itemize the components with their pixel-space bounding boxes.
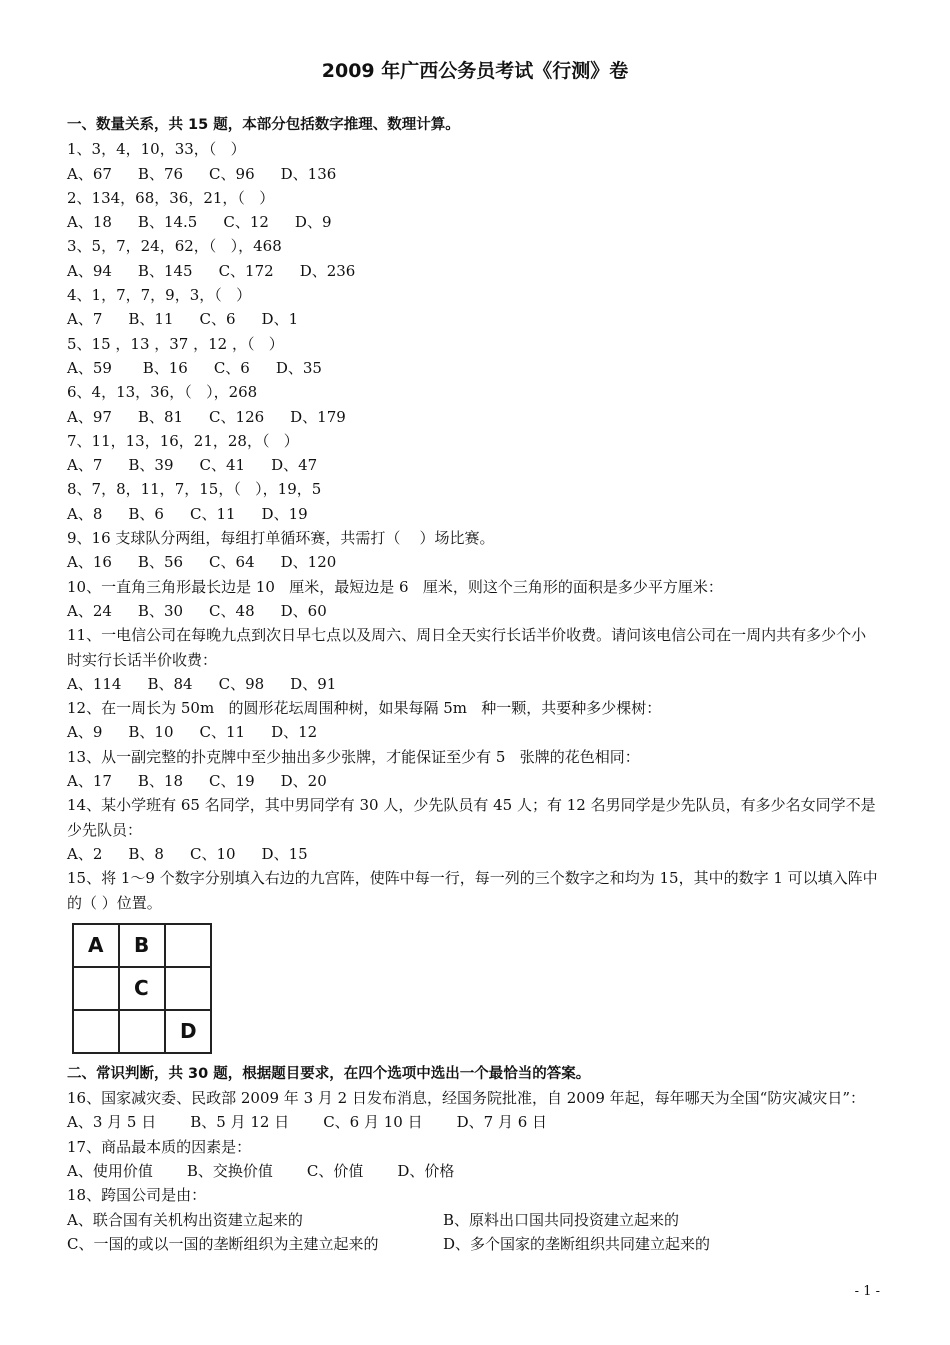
options-2 xyxy=(67,210,879,234)
option: B、81 xyxy=(137,407,184,426)
options-14 xyxy=(67,842,879,866)
nine-square-grid xyxy=(72,923,212,1054)
option: A、8 xyxy=(67,504,103,523)
options-7 xyxy=(67,453,879,477)
exam-content xyxy=(67,113,879,1256)
options-11 xyxy=(67,672,879,696)
grid-cell xyxy=(73,1010,119,1053)
option: D、15 xyxy=(261,844,308,863)
option: B、39 xyxy=(128,456,174,475)
options-3 xyxy=(67,259,879,283)
option: C、19 xyxy=(209,772,255,791)
grid-cell: B xyxy=(119,924,165,967)
option: C、126 xyxy=(209,407,265,426)
question-9: 9、16 支球队分两组，每组打单循环赛，共需打（ ）场比赛。 xyxy=(67,529,495,548)
option: A、17 xyxy=(67,772,112,791)
option: C、96 xyxy=(209,164,255,183)
question-8: 8、7，8，11，7，15，（ ），19，5 xyxy=(67,480,322,499)
option: B、10 xyxy=(128,723,174,742)
grid-cell xyxy=(119,1010,165,1053)
options-6 xyxy=(67,405,879,429)
option: B、76 xyxy=(137,164,184,183)
option: A、59 xyxy=(67,358,117,377)
option: A、2 xyxy=(67,844,103,863)
option: C、6 xyxy=(199,310,236,329)
option: B、8 xyxy=(128,844,164,863)
question-17: 17、商品最本质的因素是： xyxy=(67,1137,252,1156)
question-14: 14、某小学班有 65 名同学，其中男同学有 30 人，少先队员有 45 人；有 12 名男同学是少先队员，有多少名女同学不是少先队员： xyxy=(67,796,876,839)
option: A、24 xyxy=(67,601,112,620)
option: A、3 月 5 日 xyxy=(67,1113,157,1132)
question-6: 6、4，13，36，（ ），268 xyxy=(67,383,258,402)
option: C、6 月 10 日 xyxy=(323,1113,423,1132)
grid-cell: A xyxy=(73,924,119,967)
option: D、47 xyxy=(271,456,318,475)
option: C、48 xyxy=(209,601,255,620)
options-9 xyxy=(67,550,879,574)
options-10 xyxy=(67,599,879,623)
option: D、236 xyxy=(299,261,356,280)
question-15: 15、将 1～9 个数字分别填入右边的九宫阵，使阵中每一行，每一列的三个数字之和均为 15，其中的数字 1 可以填入阵中的（ ）位置。 xyxy=(67,869,878,912)
option: C、64 xyxy=(209,553,255,572)
option: B、交换价值 xyxy=(186,1161,273,1180)
question-7: 7、11，13，16，21，28，（ ） xyxy=(67,431,299,450)
option: D、1 xyxy=(261,310,299,329)
option: A、94 xyxy=(67,261,112,280)
option: D、35 xyxy=(275,358,322,377)
option: D、91 xyxy=(290,674,337,693)
page-number: - 1 - xyxy=(854,1284,880,1299)
option: B、6 xyxy=(128,504,164,523)
option: B、84 xyxy=(147,674,193,693)
option: A、联合国有关机构出资建立起来的 xyxy=(67,1210,303,1229)
options-5 xyxy=(67,356,879,380)
options-18-row1 xyxy=(67,1208,879,1232)
option: D、12 xyxy=(271,723,318,742)
question-3: 3、5，7，24，62，（ ），468 xyxy=(67,237,282,256)
question-10: 10、一直角三角形最长边是 10 厘米，最短边是 6 厘米，则这个三角形的面积是多少平方厘米： xyxy=(67,577,723,596)
option: D、7 月 6 日 xyxy=(456,1113,548,1132)
option: B、5 月 12 日 xyxy=(190,1113,290,1132)
option: B、11 xyxy=(128,310,174,329)
option: B、原料出口国共同投资建立起来的 xyxy=(443,1210,680,1229)
options-1 xyxy=(67,162,879,186)
option: D、20 xyxy=(280,772,327,791)
question-5: 5、15 ，13 ，37 ，12 ，（ ） xyxy=(67,334,284,353)
question-13: 13、从一副完整的扑克牌中至少抽出多少张牌，才能保证至少有 5 张牌的花色相同： xyxy=(67,747,640,766)
page-title: 2009 年广西公务员考试《行测》卷 xyxy=(321,60,629,82)
options-4 xyxy=(67,307,879,331)
options-17 xyxy=(67,1159,879,1183)
option: A、114 xyxy=(67,674,122,693)
option: C、41 xyxy=(199,456,246,475)
grid-cell xyxy=(73,967,119,1010)
option: C、6 xyxy=(213,358,250,377)
option: B、16 xyxy=(142,358,188,377)
question-1: 1、3，4，10，33，（ ） xyxy=(67,140,246,159)
question-11: 11、一电信公司在每晚九点到次日早七点以及周六、周日全天实行长话半价收费。请问该电信公司在一周内共有多少个小时实行长话半价收费： xyxy=(67,626,867,669)
grid-cell xyxy=(165,924,211,967)
option: A、7 xyxy=(67,456,103,475)
option: D、179 xyxy=(290,407,346,426)
option: C、12 xyxy=(223,213,269,232)
option: D、136 xyxy=(280,164,337,183)
option: A、18 xyxy=(67,213,112,232)
option: B、56 xyxy=(137,553,184,572)
option: C、一国的或以一国的垄断组织为主建立起来的 xyxy=(67,1234,379,1253)
option: C、11 xyxy=(199,723,246,742)
options-13 xyxy=(67,769,879,793)
options-16 xyxy=(67,1110,879,1134)
option: B、14.5 xyxy=(137,213,198,232)
grid-cell xyxy=(165,967,211,1010)
option: C、98 xyxy=(218,674,265,693)
section-heading: 二、常识判断，共 30 题，根据题目要求，在四个选项中选出一个最恰当的答案。 xyxy=(67,1065,591,1082)
option: D、价格 xyxy=(397,1161,455,1180)
option: D、60 xyxy=(280,601,327,620)
option: A、9 xyxy=(67,723,103,742)
option: C、10 xyxy=(189,844,236,863)
grid-cell: D xyxy=(165,1010,211,1053)
option: A、67 xyxy=(67,164,112,183)
grid-cell: C xyxy=(119,967,165,1010)
option: C、11 xyxy=(189,504,236,523)
question-18: 18、跨国公司是由： xyxy=(67,1186,207,1205)
section-heading: 一、数量关系，共 15 题，本部分包括数字推理、数理计算。 xyxy=(67,117,460,133)
options-18-row2 xyxy=(67,1232,879,1256)
option: A、16 xyxy=(67,553,112,572)
option: B、145 xyxy=(137,261,193,280)
question-4: 4、1，7，7，9，3，（ ） xyxy=(67,286,252,305)
question-2: 2、134，68，36，21，（ ） xyxy=(67,188,275,207)
option: C、172 xyxy=(218,261,274,280)
option: C、价值 xyxy=(306,1161,364,1180)
option: A、97 xyxy=(67,407,112,426)
option: D、19 xyxy=(261,504,308,523)
option: D、多个国家的垄断组织共同建立起来的 xyxy=(443,1234,711,1253)
options-8 xyxy=(67,502,879,526)
option: D、120 xyxy=(280,553,337,572)
option: B、18 xyxy=(137,772,184,791)
question-12: 12、在一周长为 50m 的圆形花坛周围种树，如果每隔 5m 种一颗，共要种多少棵树： xyxy=(67,699,662,718)
options-12 xyxy=(67,720,879,744)
option: D、9 xyxy=(294,213,332,232)
question-16: 16、国家减灾委、民政部 2009 年 3 月 2 日发布消息，经国务院批准，自 2009 年起，每年哪天为全国“防灾减灾日”： xyxy=(67,1089,866,1108)
option: A、7 xyxy=(67,310,103,329)
option: A、使用价值 xyxy=(67,1161,153,1180)
option: B、30 xyxy=(137,601,184,620)
